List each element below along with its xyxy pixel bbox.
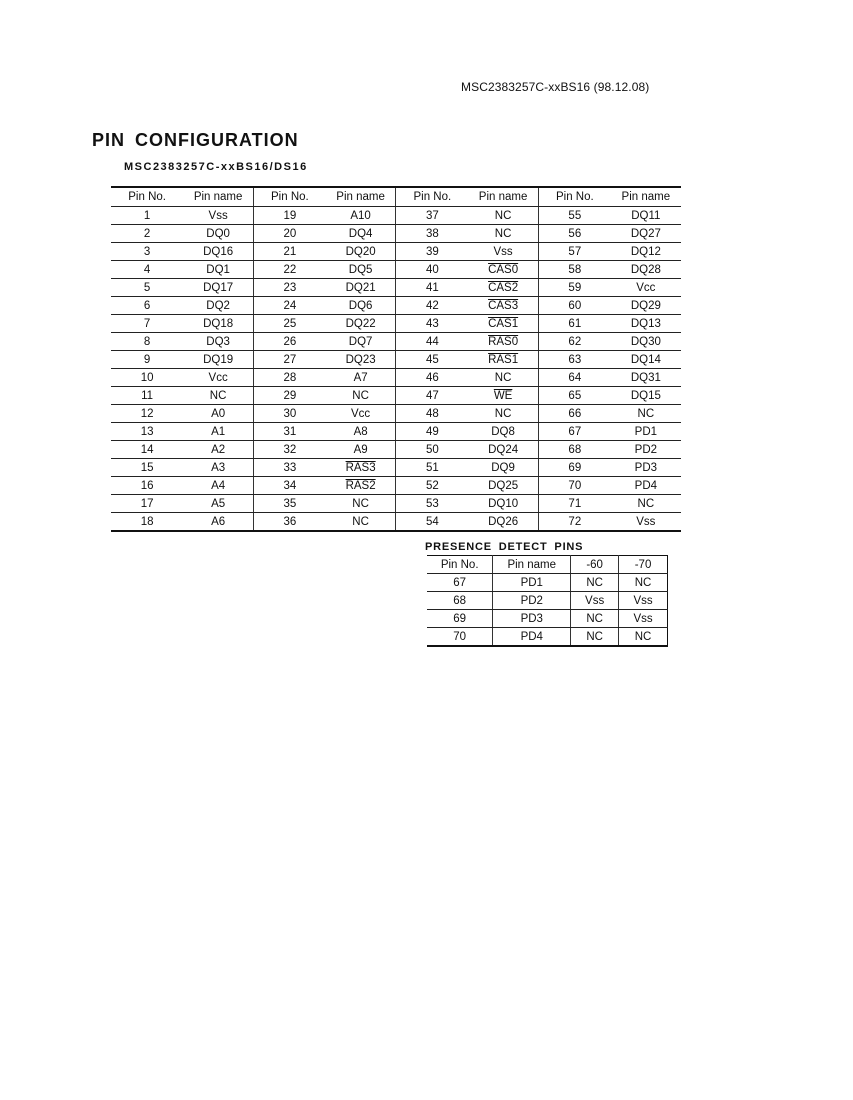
pin-number: 69 — [538, 459, 610, 477]
pin-number: 13 — [111, 423, 183, 441]
pin-name — [468, 297, 538, 315]
pin-name: A10 — [326, 207, 396, 225]
active-low-signal: RAS2 — [345, 479, 376, 492]
pin-number: 56 — [538, 225, 610, 243]
header-pin-no: Pin No. — [253, 187, 325, 207]
speed-60-value: NC — [571, 574, 619, 592]
pin-name: DQ21 — [326, 279, 396, 297]
pin-number: 26 — [253, 333, 325, 351]
pin-number: 18 — [111, 513, 183, 532]
header-speed-60: -60 — [571, 556, 619, 574]
table-row — [427, 628, 668, 647]
pin-name — [468, 261, 538, 279]
table-row — [111, 459, 681, 477]
pin-number: 16 — [111, 477, 183, 495]
active-low-signal: RAS3 — [345, 461, 376, 474]
pin-name: DQ11 — [611, 207, 681, 225]
pin-name: DQ12 — [611, 243, 681, 261]
pin-number: 20 — [253, 225, 325, 243]
pin-name — [468, 315, 538, 333]
pin-name: NC — [183, 387, 253, 405]
pin-number: 41 — [396, 279, 468, 297]
pin-number: 53 — [396, 495, 468, 513]
table-row — [111, 225, 681, 243]
table-row — [111, 441, 681, 459]
header-pin-name: Pin name — [183, 187, 253, 207]
presence-detect-table — [427, 555, 668, 647]
speed-70-value: Vss — [619, 592, 668, 610]
header-pin-name: Pin name — [493, 556, 571, 574]
pin-number: 63 — [538, 351, 610, 369]
pin-number: 33 — [253, 459, 325, 477]
pin-number: 67 — [427, 574, 493, 592]
pin-number: 10 — [111, 369, 183, 387]
table-row — [111, 297, 681, 315]
pin-name: PD2 — [493, 592, 571, 610]
pin-name: DQ27 — [611, 225, 681, 243]
pin-number: 70 — [427, 628, 493, 647]
page-title: PIN CONFIGURATION — [92, 130, 299, 150]
speed-70-value: Vss — [619, 610, 668, 628]
pin-number: 50 — [396, 441, 468, 459]
table-row — [111, 333, 681, 351]
active-low-signal: CAS3 — [488, 299, 519, 312]
pin-number: 19 — [253, 207, 325, 225]
speed-60-value: NC — [571, 610, 619, 628]
pin-number: 2 — [111, 225, 183, 243]
pin-number: 48 — [396, 405, 468, 423]
pin-number: 36 — [253, 513, 325, 532]
pin-number: 59 — [538, 279, 610, 297]
pin-number: 7 — [111, 315, 183, 333]
pin-name: DQ3 — [183, 333, 253, 351]
pin-number: 43 — [396, 315, 468, 333]
pin-number: 32 — [253, 441, 325, 459]
pin-name: DQ22 — [326, 315, 396, 333]
pin-number: 46 — [396, 369, 468, 387]
pin-name: PD1 — [611, 423, 681, 441]
header-pin-name: Pin name — [611, 187, 681, 207]
table-row — [111, 387, 681, 405]
pin-name: DQ29 — [611, 297, 681, 315]
pin-name: DQ16 — [183, 243, 253, 261]
pin-name: DQ0 — [183, 225, 253, 243]
pin-number: 55 — [538, 207, 610, 225]
pin-name — [468, 387, 538, 405]
pin-name: NC — [326, 495, 396, 513]
pin-number: 37 — [396, 207, 468, 225]
pin-number: 5 — [111, 279, 183, 297]
pin-name: Vss — [611, 513, 681, 532]
active-low-signal: RAS1 — [488, 353, 519, 366]
pin-name: Vcc — [611, 279, 681, 297]
table-row — [111, 369, 681, 387]
pin-name: DQ14 — [611, 351, 681, 369]
pin-name: DQ30 — [611, 333, 681, 351]
pin-number: 4 — [111, 261, 183, 279]
pin-name: DQ28 — [611, 261, 681, 279]
pin-number: 61 — [538, 315, 610, 333]
pin-name: DQ17 — [183, 279, 253, 297]
pin-name: A4 — [183, 477, 253, 495]
pin-number: 58 — [538, 261, 610, 279]
pin-name: DQ26 — [468, 513, 538, 532]
pin-number: 24 — [253, 297, 325, 315]
pin-number: 52 — [396, 477, 468, 495]
pin-number: 57 — [538, 243, 610, 261]
pin-number: 51 — [396, 459, 468, 477]
pin-number: 49 — [396, 423, 468, 441]
active-low-signal: RAS0 — [488, 335, 519, 348]
pin-number: 14 — [111, 441, 183, 459]
pin-name: NC — [468, 405, 538, 423]
pin-name: NC — [326, 387, 396, 405]
pin-name: DQ10 — [468, 495, 538, 513]
pin-number: 39 — [396, 243, 468, 261]
table-row — [111, 315, 681, 333]
table-row — [427, 574, 668, 592]
part-number-subtitle: MSC2383257C-xxBS16/DS16 — [124, 161, 308, 173]
active-low-signal: $\overline{WE}$ — [493, 389, 513, 402]
pin-name: DQ5 — [326, 261, 396, 279]
pin-number: 54 — [396, 513, 468, 532]
pin-number: 3 — [111, 243, 183, 261]
pin-name: Vcc — [326, 405, 396, 423]
pin-number: 62 — [538, 333, 610, 351]
pin-name — [468, 351, 538, 369]
pin-name: DQ15 — [611, 387, 681, 405]
pin-number: 42 — [396, 297, 468, 315]
pin-name: A8 — [326, 423, 396, 441]
pin-number: 68 — [538, 441, 610, 459]
pin-number: 31 — [253, 423, 325, 441]
pin-number: 34 — [253, 477, 325, 495]
pin-name — [326, 459, 396, 477]
pin-name: NC — [468, 369, 538, 387]
pin-name: DQ18 — [183, 315, 253, 333]
pin-number: 29 — [253, 387, 325, 405]
pin-name: DQ8 — [468, 423, 538, 441]
pin-name: DQ13 — [611, 315, 681, 333]
pin-name: A3 — [183, 459, 253, 477]
header-pin-no: Pin No. — [396, 187, 468, 207]
pin-name: NC — [326, 513, 396, 532]
pin-number: 68 — [427, 592, 493, 610]
pin-number: 21 — [253, 243, 325, 261]
table-row — [111, 477, 681, 495]
pin-number: 27 — [253, 351, 325, 369]
pin-name: PD4 — [493, 628, 571, 647]
pin-name: PD1 — [493, 574, 571, 592]
pin-name: A6 — [183, 513, 253, 532]
pin-number: 15 — [111, 459, 183, 477]
pin-name: DQ25 — [468, 477, 538, 495]
speed-70-value: NC — [619, 628, 668, 647]
pin-configuration-table — [111, 186, 681, 532]
table-row — [111, 243, 681, 261]
pin-name: A2 — [183, 441, 253, 459]
presence-detect-title: PRESENCE DETECT PINS — [425, 541, 584, 553]
pin-number: 17 — [111, 495, 183, 513]
pin-name: PD4 — [611, 477, 681, 495]
pin-name: A0 — [183, 405, 253, 423]
pin-number: 72 — [538, 513, 610, 532]
pin-number: 40 — [396, 261, 468, 279]
pin-name: DQ20 — [326, 243, 396, 261]
speed-70-value: NC — [619, 574, 668, 592]
pin-name: A1 — [183, 423, 253, 441]
active-low-signal: CAS2 — [488, 281, 519, 294]
pin-name: NC — [468, 207, 538, 225]
speed-60-value: NC — [571, 628, 619, 647]
table-row — [111, 207, 681, 225]
pin-name: Vcc — [183, 369, 253, 387]
pin-name: A5 — [183, 495, 253, 513]
pin-name: DQ23 — [326, 351, 396, 369]
pin-name: Vss — [468, 243, 538, 261]
pin-number: 44 — [396, 333, 468, 351]
pin-number: 12 — [111, 405, 183, 423]
pin-name: A9 — [326, 441, 396, 459]
pin-name: Vss — [183, 207, 253, 225]
pin-number: 38 — [396, 225, 468, 243]
pin-number: 69 — [427, 610, 493, 628]
document-id: MSC2383257C-xxBS16 (98.12.08) — [461, 80, 650, 94]
pin-name: DQ24 — [468, 441, 538, 459]
pin-number: 30 — [253, 405, 325, 423]
pin-name: DQ7 — [326, 333, 396, 351]
pin-number: 47 — [396, 387, 468, 405]
pin-name: PD2 — [611, 441, 681, 459]
table-row — [111, 279, 681, 297]
pin-number: 25 — [253, 315, 325, 333]
header-pin-no: Pin No. — [538, 187, 610, 207]
active-low-signal: CAS0 — [488, 263, 519, 276]
pin-number: 70 — [538, 477, 610, 495]
speed-60-value: Vss — [571, 592, 619, 610]
pin-number: 1 — [111, 207, 183, 225]
pin-name — [468, 279, 538, 297]
pin-number: 22 — [253, 261, 325, 279]
table-row — [111, 261, 681, 279]
table-row — [111, 351, 681, 369]
pin-number: 64 — [538, 369, 610, 387]
table-row — [427, 592, 668, 610]
pin-name: DQ1 — [183, 261, 253, 279]
pin-number: 35 — [253, 495, 325, 513]
pin-number: 8 — [111, 333, 183, 351]
pin-name: DQ4 — [326, 225, 396, 243]
pin-number: 9 — [111, 351, 183, 369]
pin-number: 28 — [253, 369, 325, 387]
pin-number: 60 — [538, 297, 610, 315]
header-speed-70: -70 — [619, 556, 668, 574]
pin-name: A7 — [326, 369, 396, 387]
table-header-row — [111, 187, 681, 207]
pin-name: NC — [611, 495, 681, 513]
pin-name: DQ6 — [326, 297, 396, 315]
pin-number: 11 — [111, 387, 183, 405]
header-pin-no: Pin No. — [427, 556, 493, 574]
pin-name: NC — [611, 405, 681, 423]
pin-name: PD3 — [493, 610, 571, 628]
table-row — [427, 610, 668, 628]
pin-name: DQ2 — [183, 297, 253, 315]
pin-name: DQ9 — [468, 459, 538, 477]
header-pin-name: Pin name — [468, 187, 538, 207]
active-low-signal: CAS1 — [488, 317, 519, 330]
pin-number: 66 — [538, 405, 610, 423]
table-header-row — [427, 556, 668, 574]
table-row — [111, 423, 681, 441]
pin-name: NC — [468, 225, 538, 243]
header-pin-name: Pin name — [326, 187, 396, 207]
table-row — [111, 513, 681, 532]
pin-name — [326, 477, 396, 495]
table-row — [111, 405, 681, 423]
pin-number: 23 — [253, 279, 325, 297]
pin-name — [468, 333, 538, 351]
pin-number: 67 — [538, 423, 610, 441]
pin-number: 45 — [396, 351, 468, 369]
pin-number: 6 — [111, 297, 183, 315]
pin-number: 65 — [538, 387, 610, 405]
header-pin-no: Pin No. — [111, 187, 183, 207]
pin-name: DQ19 — [183, 351, 253, 369]
table-row — [111, 495, 681, 513]
pin-name: PD3 — [611, 459, 681, 477]
pin-number: 71 — [538, 495, 610, 513]
pin-name: DQ31 — [611, 369, 681, 387]
